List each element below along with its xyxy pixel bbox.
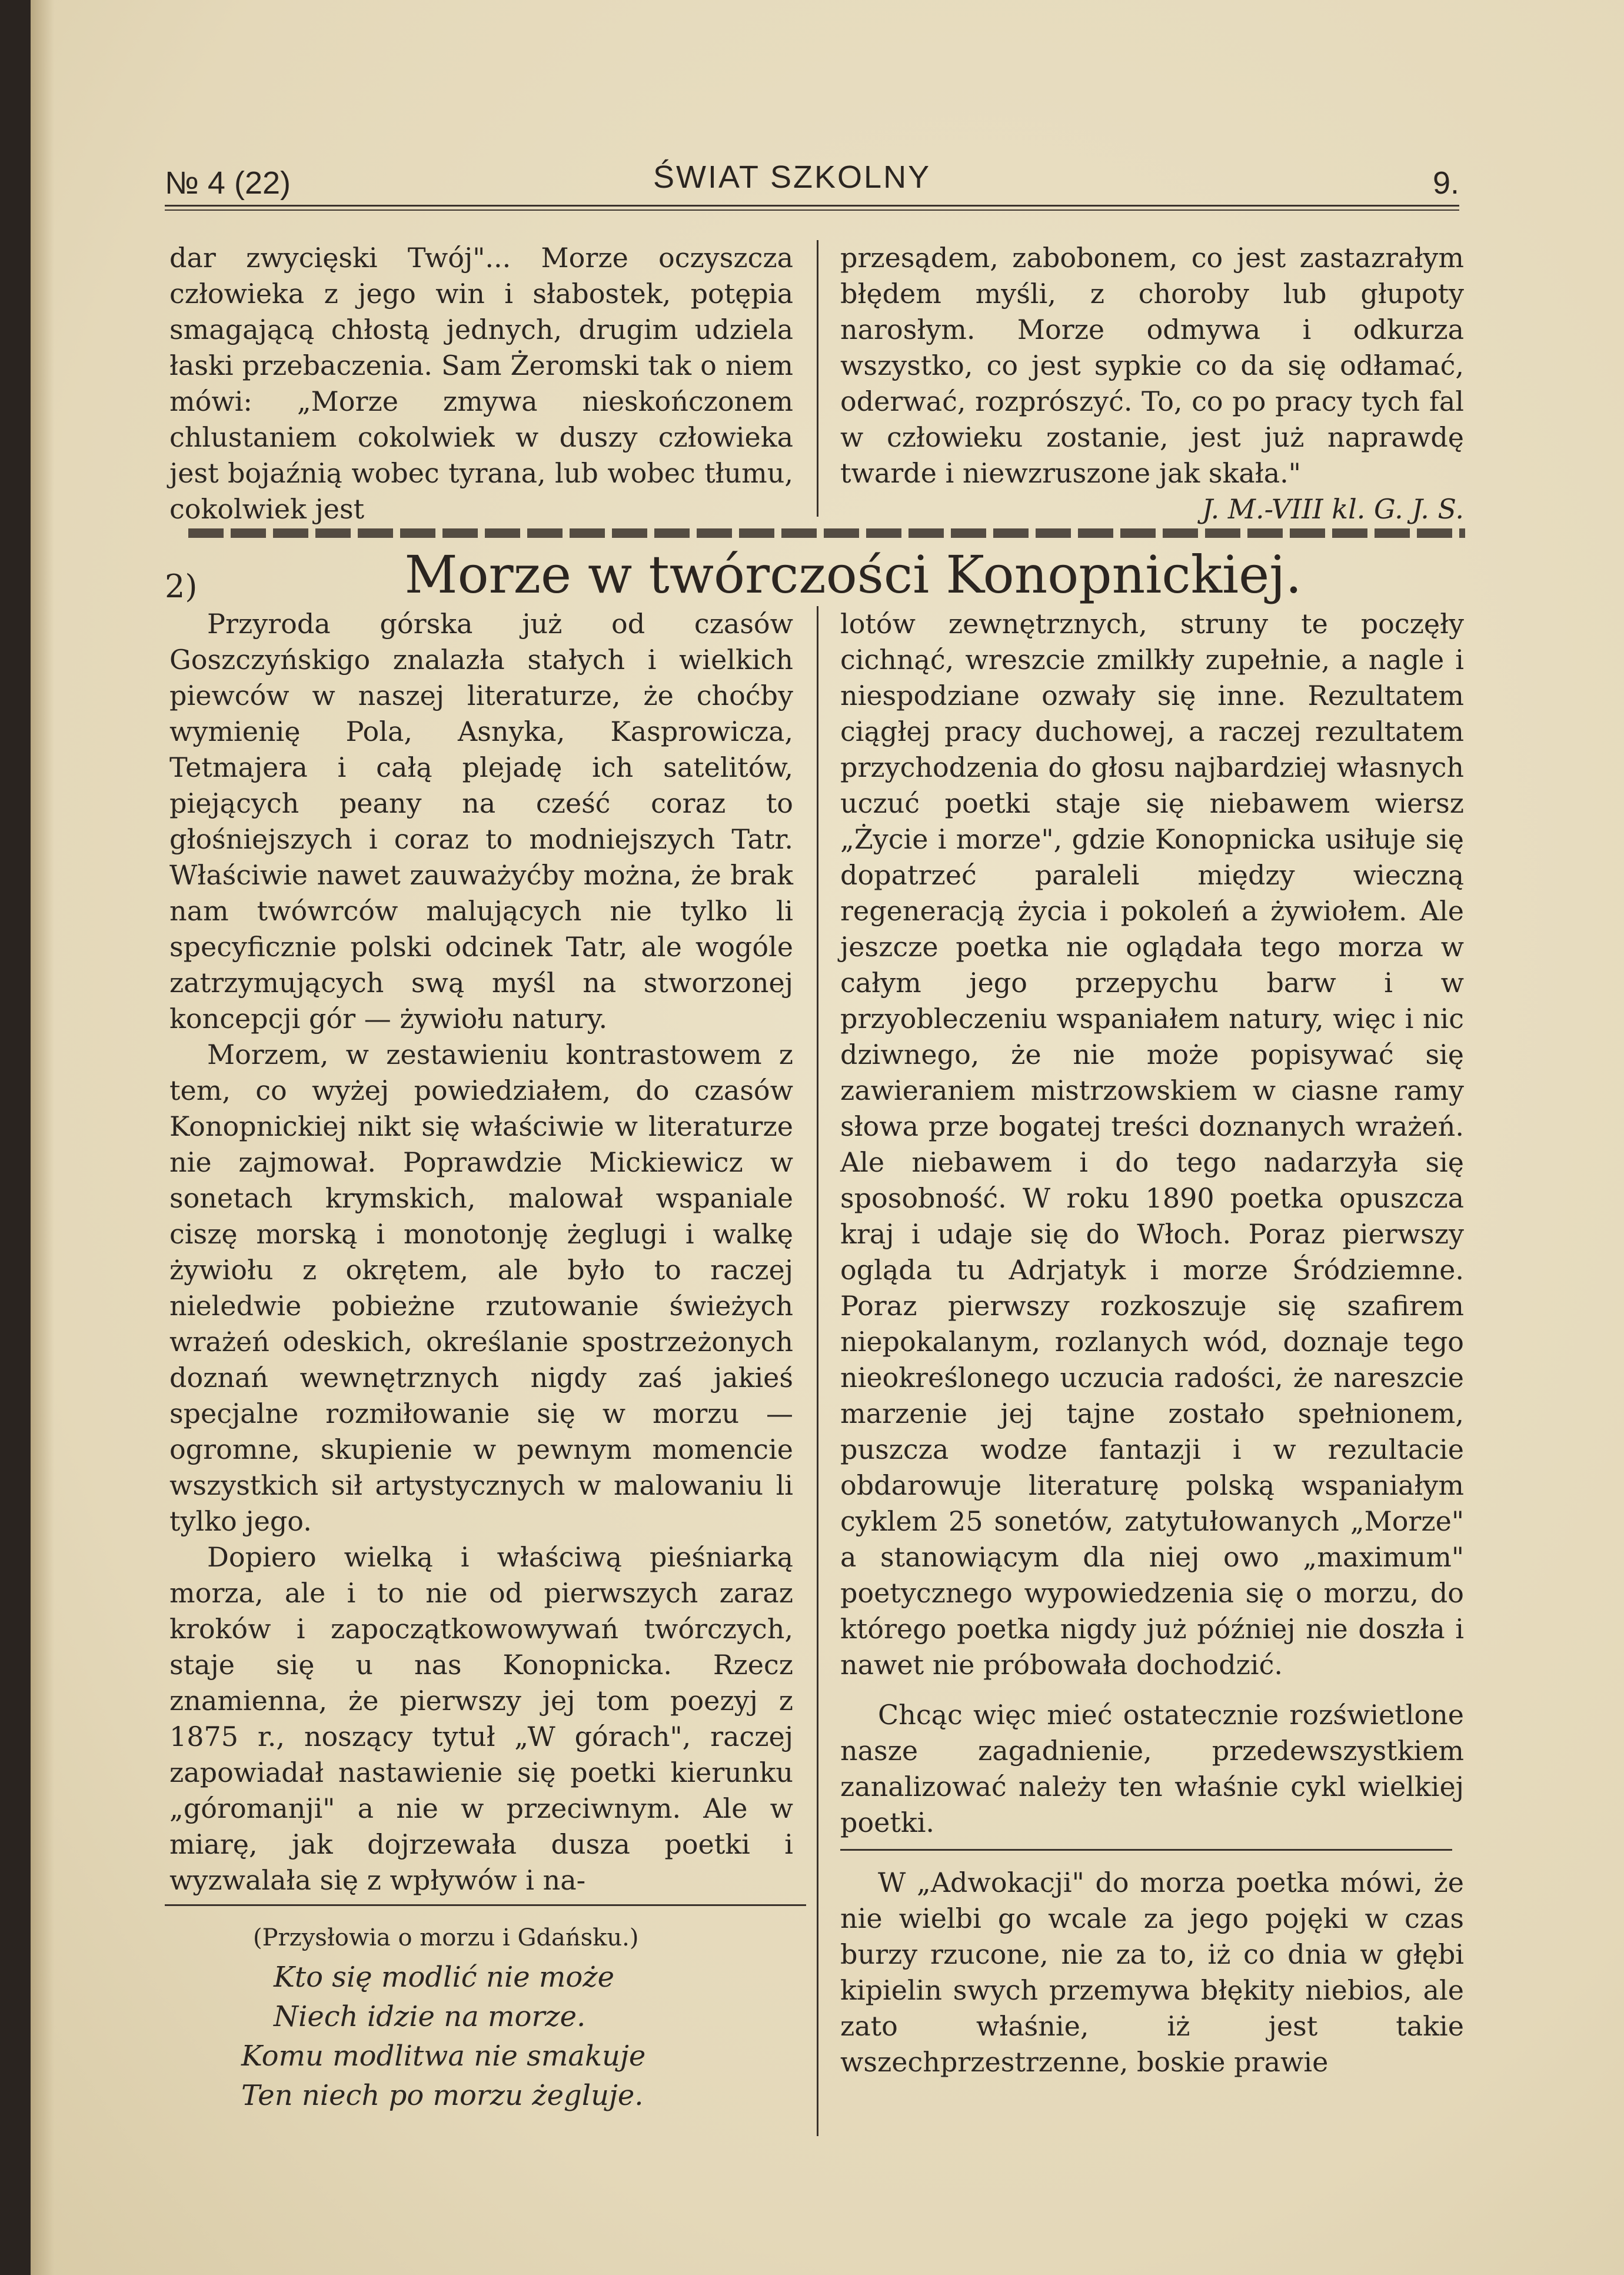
article-signature: J. M.-VIII kl. G. J. S. (1202, 493, 1464, 525)
wavy-separator (188, 528, 1465, 538)
book-binding (0, 0, 31, 2275)
issue-number: № 4 (22) (165, 165, 291, 201)
header-rule-thin (165, 209, 1459, 211)
right-paragraph-3: W „Adwokacji" do morza poetka mówi, że nie wielbi go wcale za jego pojęki w czas burzy rzucone, nie za to, iż co dnia w głębi kipielin swych przemywa błękity niebios, ale zato właśnie, iż jest takie wszechprzestrzenne, boskie prawie (840, 1867, 1464, 2078)
top-right-text: przesądem, zabobonem, co jest zastazrałym błędem myśli, z choroby lub głupoty narosłym. Morze odmywa i odkurza wszystko, co jest sypkie co da się odłamać, oderwać, rozprószyć. To, co po pracy tych fal w człowieku zostanie, jest już naprawdę twarde i niewzruszone jak skała." (840, 242, 1464, 489)
proverb-line-4: Ten niech po morzu żegluje. (241, 2079, 644, 2112)
top-left-column (169, 240, 793, 527)
main-left-column (169, 606, 793, 1898)
main-column-divider (817, 606, 818, 2136)
section-number: 2) (165, 568, 198, 605)
top-column-divider (817, 240, 818, 517)
proverb-rule (165, 1904, 806, 1906)
header-rule (165, 205, 1459, 207)
proverb-box (177, 1918, 812, 2116)
page-number: 9. (1432, 165, 1459, 201)
top-left-text: dar zwycięski Twój"... Morze oczyszcza człowieka z jego win i słabostek, potępia smagającą chłostą jednych, drugim udziela łaski przebaczenia. Sam Żeromski tak o niem mówi: „Morze zmywa nieskończonem chlustaniem cokolwiek w duszy człowieka jest bojaźnią wobec tyrana, lub wobec tłumu, cokolwiek jest (169, 242, 793, 525)
main-right-column (840, 606, 1464, 2080)
top-right-column (840, 240, 1464, 527)
right-column-rule (840, 1849, 1452, 1851)
left-paragraph-3: Dopiero wielką i właściwą pieśniarką morza, ale i to nie od pierwszych zaraz kroków i zapoczątkowowywań twórczych, staje się u nas Konopnicka. Rzecz znamienna, że pierwszy jej tom poezyj z 1875 r., noszący tytuł „W górach", raczej zapowiadał nastawienie się poetki kierunku „góromanji" a nie w przeciwnym. Ale w miarę, jak dojrzewała dusza poetki i wyzwalała się z wpływów i na- (169, 1541, 793, 1896)
proverb-line-3: Komu modlitwa nie smakuje (241, 2040, 646, 2073)
left-paragraph-1: Przyroda górska już od czasów Goszczyńskigo znalazła stałych i wielkich piewców w naszej literaturze, że choćby wymienię Pola, Asnyka, Kasprowicza, Tetmajera i całą plejadę ich satelitów, piejących peany na cześć coraz to głośniejszych i coraz to modniejszych Tatr. Właściwie nawet zauważyćby można, że brak nam twówrców malujących nie tylko li specyficznie polski odcinek Tatr, ale wogóle zatrzymujących swą myśl na stworzonej koncepcji gór — żywiołu natury. (169, 608, 793, 1035)
proverb-line-1: Kto się modlić nie może (274, 1961, 614, 1994)
journal-title: ŚWIAT SZKOLNY (653, 159, 931, 195)
page-header (165, 159, 1459, 206)
right-paragraph-1: lotów zewnętrznych, struny te poczęły cichnąć, wreszcie zmilkły zupełnie, a nagle i niespodziane ozwały się inne. Rezultatem ciągłej pracy duchowej, a raczej rezultatem przychodzenia do głosu najbardziej własnych uczuć poetki staje się niebawem wiersz „Życie i morze", gdzie Konopnicka usiłuje się dopatrzeć paraleli między wieczną regeneracją życia i pokoleń a żywiołem. Ale jeszcze poetka nie oglądała tego morza w całym jego przepychu barw i w przyobleczeniu wspaniałem natury, więc i nic dziwnego, że nie może popisywać się zawieraniem mistrzowskiem w ciasne ramy słowa prze bogatej treści doznanych wrażeń. Ale niebawem i do tego nadarzyła się sposobność. W roku 1890 poetka opuszcza kraj i udaje się do Włoch. Poraz pierwszy ogląda tu Adrjatyk i morze Śródziemne. Poraz pierwszy rozkoszuje się szafirem niepokalanym, rozlanych wód, doznaje tego nieokreślonego uczucia radości, że nareszcie marzenie jej tajne zostało spełnionem, puszcza wodze fantazji i w rezultacie obdarowuje literaturę polską wspaniałym cyklem 25 sonetów, zatytułowanych „Morze" a stanowiącym dla niej owo „maximum" poetycznego wypowiedzenia się o morzu, do którego poetka nigdy już później nie doszła i nawet nie próbowała dochodzić. (840, 608, 1464, 1681)
proverb-line-2: Niech idzie na morze. (274, 2000, 586, 2033)
proverb-title: (Przysłowia o morzu i Gdańsku.) (253, 1924, 639, 1951)
section-title: Morze w twórczości Konopnickiej. (404, 544, 1302, 605)
right-paragraph-2: Chcąc więc mieć ostatecznie rozświetlone nasze zagadnienie, przedewszystkiem zanalizować należy ten właśnie cykl wielkiej poetki. (840, 1699, 1464, 1838)
left-paragraph-2: Morzem, w zestawieniu kontrastowem z tem, co wyżej powiedziałem, do czasów Konopnickiej nikt się właściwie w literaturze nie zajmował. Poprawdzie Mickiewicz w sonetach krymskich, malował wspaniale ciszę morską i monotonję żeglugi i walkę żywiołu z okrętem, ale było to raczej nieledwie pobieżne rzutowanie świeżych wrażeń odeskich, określanie spostrzeżonych doznań wewnętrznych nigdy zaś jakieś specjalne rozmiłowanie się w morzu — ogromne, skupienie w pewnym momencie wszystkich sił artystycznych w malowaniu li tylko jego. (169, 1039, 793, 1537)
binding-shadow (31, 0, 54, 2275)
